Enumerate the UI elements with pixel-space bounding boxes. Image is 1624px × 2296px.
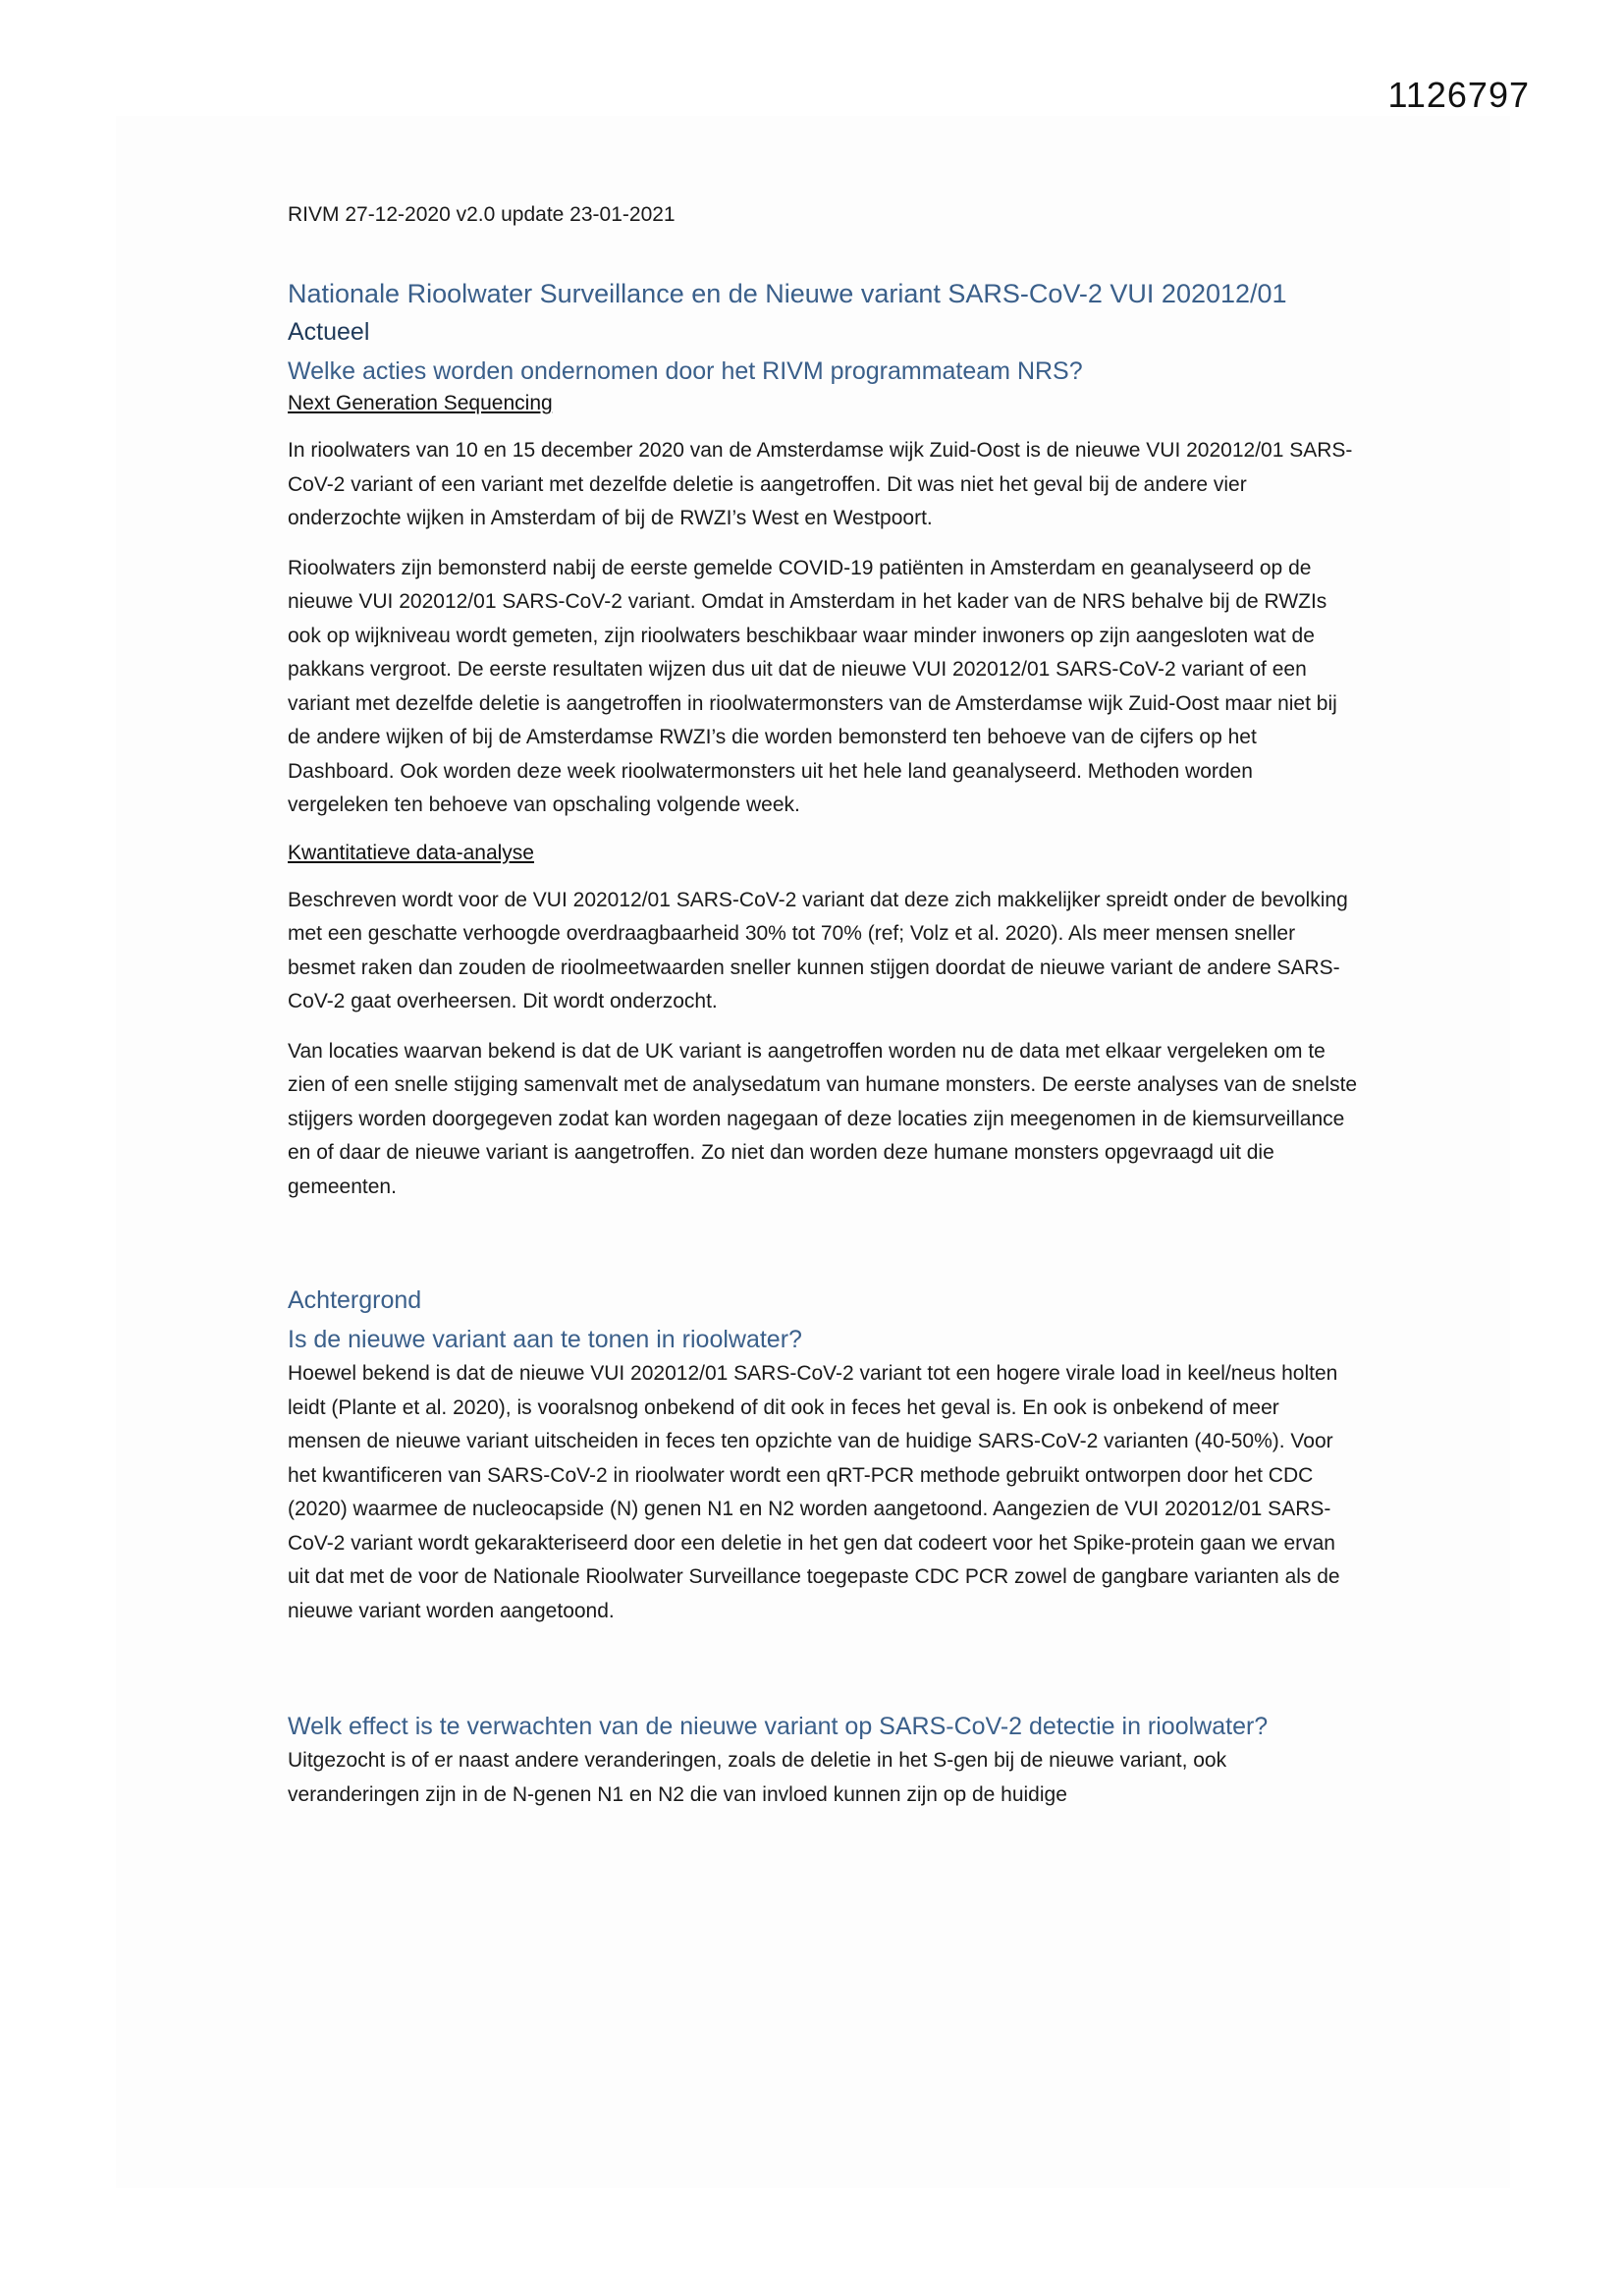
- question-effect-detection: Welk effect is te verwachten van de nieuwe variant op SARS-CoV-2 detectie in rioolwater?: [288, 1713, 1269, 1740]
- document-meta-line: RIVM 27-12-2020 v2.0 update 23-01-2021: [288, 203, 676, 226]
- heading-achtergrond: Achtergrond: [288, 1286, 422, 1314]
- paragraph-kwantitatief-2: Van locaties waarvan bekend is dat de UK variant is aangetroffen worden nu de data met elkaar vergeleken om te zien of een snelle stijging samenvalt met de analysedatum van humane monsters. De eerste analyses van de snelste stijgers worden doorgegeven zodat kan worden nagegaan of deze locaties zijn meegenomen in de kiemsurveillance en of daar de nieuwe variant is aangetroffen. Zo niet dan worden deze humane monsters opgevraagd uit die gemeenten.: [288, 1039, 1358, 1198]
- paragraph-effect: Uitgezocht is of er naast andere veranderingen, zoals de deletie in het S-gen bij de nieuwe variant, ook veranderingen zijn in de N-genen N1 en N2 die van invloed kunnen zijn op de huidige: [288, 1749, 1227, 1806]
- spacer: [288, 1220, 1358, 1283]
- question-actions-nrs: Welke acties worden ondernomen door het RIVM programmateam NRS?: [288, 357, 1083, 385]
- heading-actueel: Actueel: [288, 318, 370, 346]
- heading-kwantitatieve-data-analyse: Kwantitatieve data-analyse: [288, 841, 534, 864]
- question-variant-detectable: Is de nieuwe variant aan te tonen in rioolwater?: [288, 1326, 802, 1353]
- paragraph-kwantitatief-1: Beschreven wordt voor de VUI 202012/01 SARS-CoV-2 variant dat deze zich makkelijker spreidt onder de bevolking met een geschatte verhoogde overdraagbaarheid 30% tot 70% (ref; Volz et al. 2020). Als meer mensen sneller besmet raken dan zouden de rioolmeetwaarden sneller kunnen stijgen doordat de nieuwe variant de andere SARS-CoV-2 gaat overheersen. Dit wordt onderzocht.: [288, 888, 1348, 1012]
- document-title: Nationale Rioolwater Surveillance en de Nieuwe variant SARS-CoV-2 VUI 202012/01: [288, 279, 1287, 308]
- paragraph-ngs-1: In rioolwaters van 10 en 15 december 2020 van de Amsterdamse wijk Zuid-Oost is de nieuwe VUI 202012/01 SARS-CoV-2 variant of een variant met dezelfde deletie is aangetroffen. Dit was niet het geval bij de andere vier onderzochte wijken in Amsterdam of bij de RWZI’s West en Westpoort.: [288, 439, 1353, 529]
- paragraph-achtergrond: Hoewel bekend is dat de nieuwe VUI 202012/01 SARS-CoV-2 variant tot een hogere virale load in keel/neus holten leidt (Plante et al. 2020), is vooralsnog onbekend of dit ook in feces het geval is. En ook is onbekend of meer mensen de nieuwe variant uitscheiden in feces ten opzichte van de huidige SARS-CoV-2 varianten (40-50%). Voor het kwantificeren van SARS-CoV-2 in rioolwater wordt een qRT-PCR methode gebruikt ontworpen door het CDC (2020) waarmee de nucleocapside (N) genen N1 en N2 worden aangetoond. Aangezien de VUI 202012/01 SARS-CoV-2 variant wordt gekarakteriseerd door een deletie in het gen dat codeert voor het Spike-protein gaan we ervan uit dat met de voor de Nationale Rioolwater Surveillance toegepaste CDC PCR zowel de gangbare varianten als de nieuwe variant worden aangetoond.: [288, 1362, 1340, 1622]
- spacer: [288, 1644, 1358, 1709]
- paragraph-ngs-2: Rioolwaters zijn bemonsterd nabij de eerste gemelde COVID-19 patiënten in Amsterdam en geanalyseerd op de nieuwe VUI 202012/01 SARS-CoV-2 variant. Omdat in Amsterdam in het kader van de NRS behalve bij de RWZIs ook op wijkniveau wordt gemeten, zijn rioolwaters beschikbaar waar minder inwoners op zijn aangesloten wat de pakkans vergroot. De eerste resultaten wijzen dus uit dat de nieuwe VUI 202012/01 SARS-CoV-2 variant of een variant met dezelfde deletie is aangetroffen in rioolwatermonsters van de Amsterdamse wijk Zuid-Oost maar niet bij de andere wijken of bij de Amsterdamse RWZI’s die worden bemonsterd ten behoeve van de cijfers op het Dashboard. Ook worden deze week rioolwatermonsters uit het hele land geanalyseerd. Methoden worden vergeleken ten behoeve van opschaling volgende week.: [288, 556, 1337, 816]
- document-id-number: 1126797: [1387, 75, 1530, 115]
- heading-next-generation-sequencing: Next Generation Sequencing: [288, 392, 553, 414]
- document-body: [288, 200, 1358, 1828]
